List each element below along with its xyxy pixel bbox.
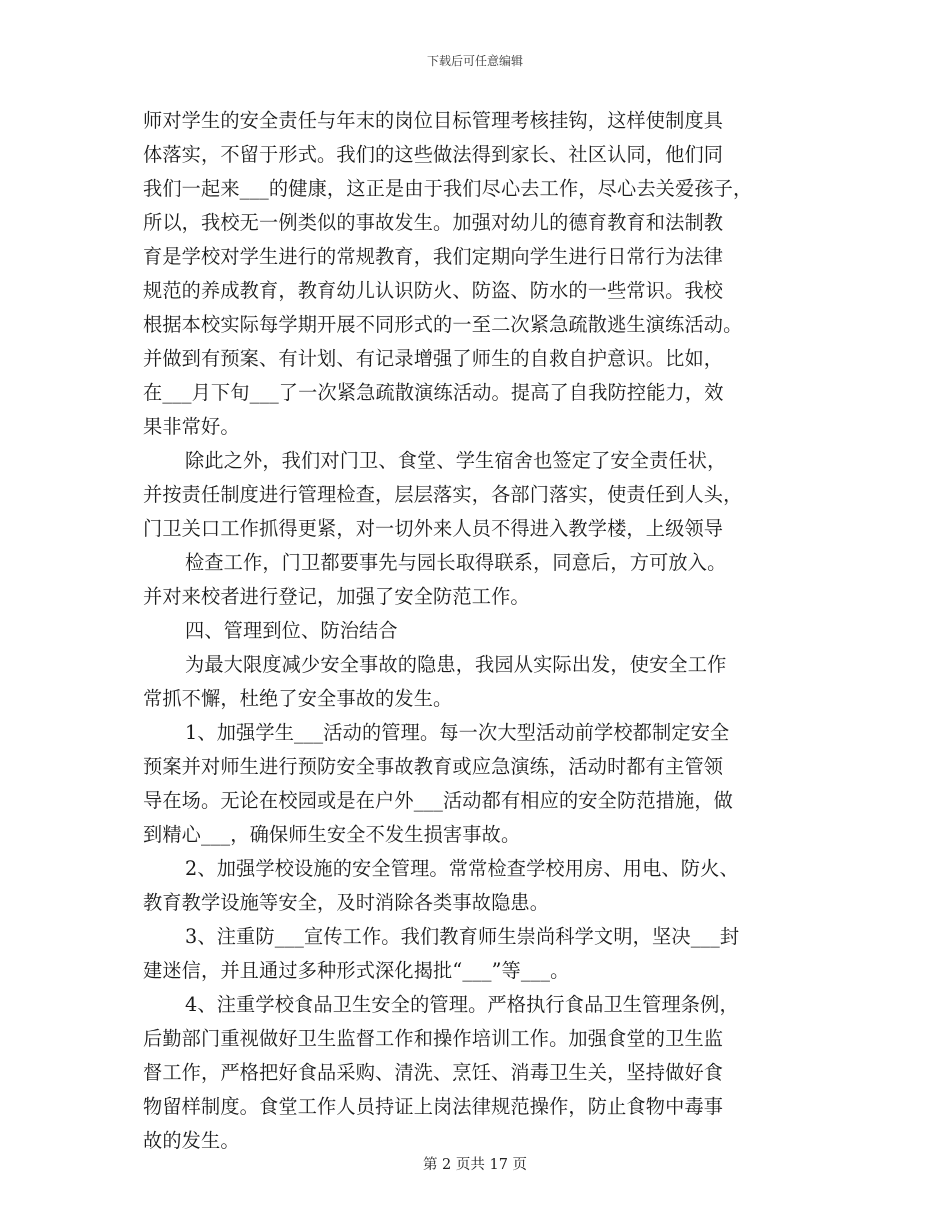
text-line: 教育教学设施等安全，及时消除各类事故隐患。 <box>143 891 550 914</box>
text-line: 督工作，严格把好食品采购、清洗、烹饪、消毒卫生关，坚持做好食 <box>143 1061 724 1084</box>
text-line: 并对来校者进行登记，加强了安全防范工作。 <box>143 585 530 608</box>
text-line: 到精心___，确保师生安全不发生损害事故。 <box>143 823 521 846</box>
text-line: 检查工作，门卫都要事先与园长取得联系，同意后，方可放入。 <box>185 551 727 574</box>
document-body <box>143 104 808 1158</box>
text-line: 并做到有预案、有计划、有记录增强了师生的自救自护意识。比如， <box>143 347 724 370</box>
text-line: 后勤部门重视做好卫生监督工作和操作培训工作。加强食堂的卫生监 <box>143 1027 724 1050</box>
text-line: 规范的养成教育，教育幼儿认识防火、防盗、防水的一些常识。我校 <box>143 279 724 302</box>
text-line: 果非常好。 <box>143 415 240 438</box>
text-line: 体落实，不留于形式。我们的这些做法得到家长、社区认同，他们同 <box>143 143 724 166</box>
text-line: 师对学生的安全责任与年末的岗位目标管理考核挂钩，这样使制度具 <box>143 109 724 132</box>
text-line: 预案并对师生进行预防安全事故教育或应急演练，活动时都有主管领 <box>143 755 724 778</box>
text-line: 为最大限度减少安全事故的隐患，我园从实际出发，使安全工作 <box>185 653 727 676</box>
page-header: 下载后可任意编辑 <box>426 54 523 68</box>
text-line: 门卫关口工作抓得更紧，对一切外来人员不得进入教学楼，上级领导 <box>143 517 724 540</box>
text-line: 故的发生。 <box>143 1129 240 1152</box>
text-line: 所以，我校无一例类似的事故发生。加强对幼儿的德育教育和法制教 <box>143 211 724 234</box>
text-line: 我们一起来___的健康，这正是由于我们尽心去工作，尽心去关爱孩子， <box>143 177 753 200</box>
text-line: 导在场。无论在校园或是在户外___活动都有相应的安全防范措施，做 <box>143 789 734 812</box>
text-line: 除此之外，我们对门卫、食堂、学生宿舍也签定了安全责任状， <box>185 449 727 472</box>
text-line: 建迷信，并且通过多种形式深化揭批“___”等___。 <box>143 959 570 982</box>
text-line: 1、加强学生___活动的管理。每一次大型活动前学校都制定安全 <box>185 721 730 744</box>
text-line: 3、注重防___宣传工作。我们教育师生崇尚科学文明，坚决___封 <box>185 925 740 948</box>
text-line: 四、管理到位、防治结合 <box>185 619 398 642</box>
text-line: 在___月下旬___了一次紧急疏散演练活动。提高了自我防控能力，效 <box>143 381 724 404</box>
text-line: 常抓不懈，杜绝了安全事故的发生。 <box>143 687 453 710</box>
text-line: 育是学校对学生进行的常规教育，我们定期向学生进行日常行为法律 <box>143 245 724 268</box>
text-line: 4、注重学校食品卫生安全的管理。严格执行食品卫生管理条例， <box>185 993 739 1016</box>
text-line: 物留样制度。食堂工作人员持证上岗法律规范操作，防止食物中毒事 <box>143 1095 724 1118</box>
page-footer: 第 2 页共 17 页 <box>422 1157 528 1173</box>
text-line: 并按责任制度进行管理检查，层层落实，各部门落实，使责任到人头， <box>143 483 743 506</box>
text-line: 2、加强学校设施的安全管理。常常检查学校用房、用电、防火、 <box>185 857 739 880</box>
text-line: 根据本校实际每学期开展不同形式的一至二次紧急疏散逃生演练活动。 <box>143 313 743 336</box>
